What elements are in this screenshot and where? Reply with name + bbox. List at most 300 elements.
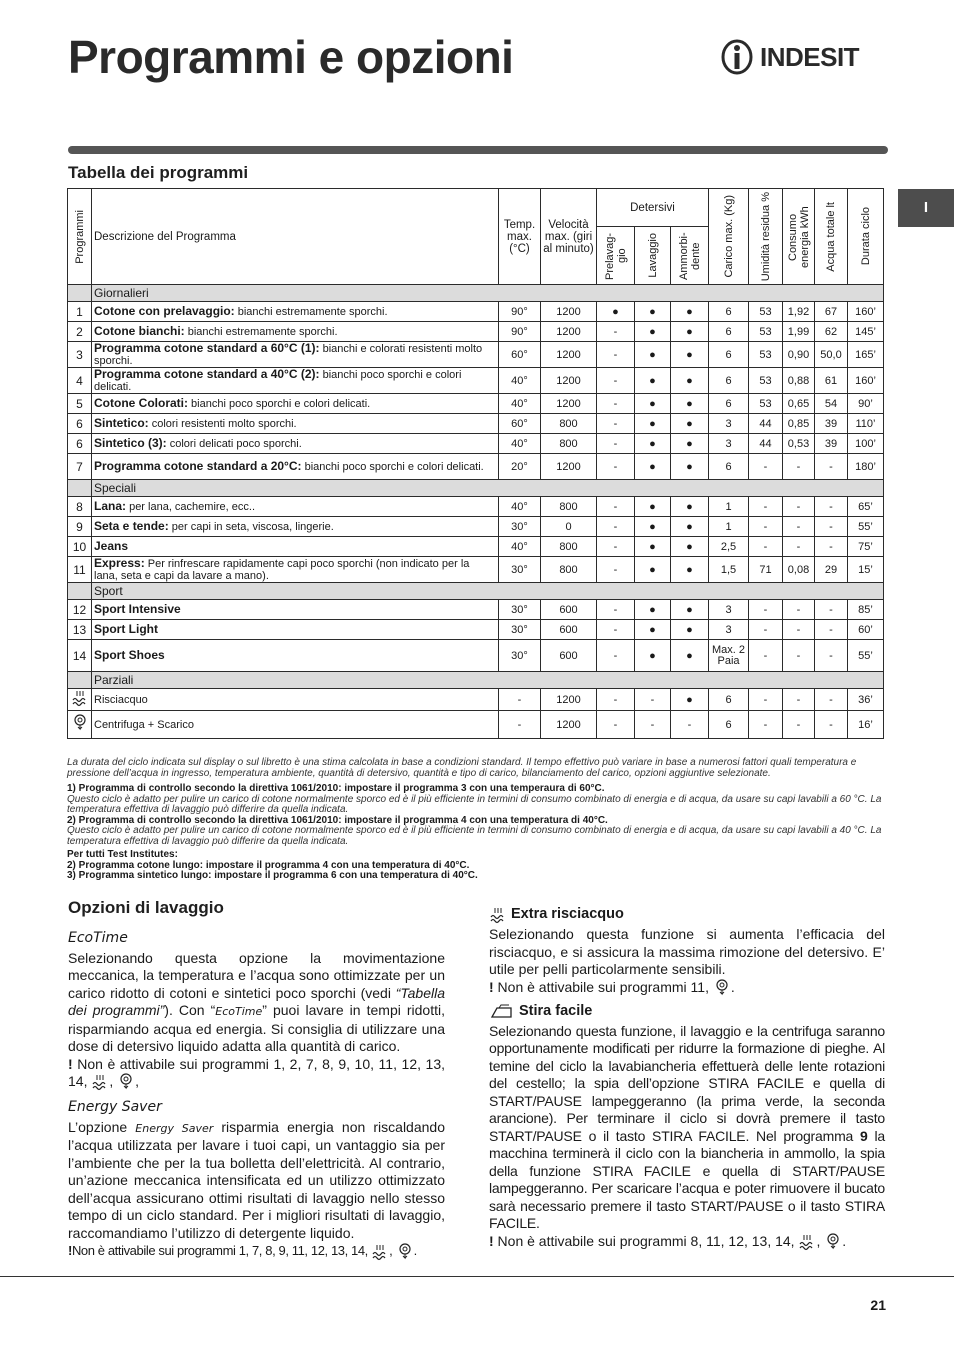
cell-water: -: [815, 600, 848, 620]
cell-time: 160’: [848, 302, 884, 322]
cell-pre: -: [597, 497, 635, 517]
table-row: [68, 454, 884, 480]
cell-wash: ●: [635, 414, 671, 434]
cell-load: 3: [709, 620, 749, 640]
program-detail: Per rinfrescare rapidamente capi poco sporchi (non indicato per la lana, seta e capi da lavare a mano).: [94, 558, 470, 582]
cell-hum: -: [749, 537, 783, 557]
section-spacer: [68, 285, 92, 302]
cell-load: 6: [709, 394, 749, 414]
cell-wash: ●: [635, 434, 671, 454]
cell-water: -: [815, 454, 848, 480]
cell-kwh: -: [783, 497, 815, 517]
cell-load: 6: [709, 342, 749, 368]
cell-pre: -: [597, 517, 635, 537]
cell-wash: ●: [635, 557, 671, 583]
cell-water: -: [815, 711, 848, 739]
cell-kwh: 1,92: [783, 302, 815, 322]
cell-wash: ●: [635, 454, 671, 480]
program-description: [92, 342, 499, 368]
cell-soft: ●: [671, 322, 709, 342]
program-number: 7: [68, 454, 92, 480]
program-description: [92, 497, 499, 517]
program-number: 4: [68, 368, 92, 394]
cell-load: 6: [709, 454, 749, 480]
section-row: [68, 672, 884, 689]
spin-drain-icon: [396, 1243, 414, 1261]
program-description: [92, 414, 499, 434]
program-number: 12: [68, 600, 92, 620]
cell-water: -: [815, 537, 848, 557]
cell-temp: 30°: [499, 600, 541, 620]
program-description: [92, 454, 499, 480]
program-name: Cotone bianchi:: [94, 324, 185, 338]
cell-hum: -: [749, 640, 783, 672]
cell-temp: 40°: [499, 368, 541, 394]
section-title: Giornalieri: [92, 285, 884, 302]
header-rule: [68, 146, 888, 154]
col-prelavaggio: Prelavag-gio: [597, 227, 635, 285]
program-detail: colori delicati poco sporchi.: [166, 438, 302, 450]
program-description: [92, 689, 499, 711]
cell-soft: ●: [671, 640, 709, 672]
cell-hum: -: [749, 497, 783, 517]
cell-time: 75’: [848, 537, 884, 557]
program-number: 13: [68, 620, 92, 640]
ecotime-text: Selezionando questa opzione la movimentazione meccanica, la temperatura e l’acqua sono ottimizzate per un carico ridotto di cotoni e sintetici poco sporchi (vedi “Tabella dei programmi”). Con “EcoTime” puoi lavare in tempi ridotti, risparmiando acqua ed energia. Si consiglia di utilizzare una dose di detersivo liquido adatta alla quantità di carico.: [68, 949, 445, 1054]
table-row: [68, 689, 884, 711]
program-number: 6: [68, 434, 92, 454]
cell-load: 3: [709, 434, 749, 454]
col-acqua: Acqua totale lt: [815, 189, 848, 285]
cell-spin: 0: [541, 517, 597, 537]
cell-temp: 30°: [499, 640, 541, 672]
cell-spin: 1200: [541, 342, 597, 368]
cell-water: 39: [815, 414, 848, 434]
program-description: [92, 517, 499, 537]
program-detail: bianchi poco sporchi e colori delicati.: [94, 369, 462, 393]
page-title: Programmi e opzioni: [68, 31, 514, 83]
cell-soft: ●: [671, 342, 709, 368]
col-descrizione: Descrizione del Programma: [92, 189, 499, 285]
program-name: Express:: [94, 556, 145, 570]
easy-iron-text: Selezionando questa funzione, il lavaggio e la centrifuga saranno opportunamente modificati per ridurre la formazione di pieghe. Al temine del ciclo la lavabiancheria effettuerà delle lente rotazioni del cestello; la spia dell’opzione STIRA FACILE e quella di START/PAUSE lampeggeranno (la prima verde, la seconda arancione). Per terminare il ciclo si dovrà premere il tasto START/PAUSE o il tasto STIRA FACILE. Nel programma 9 la macchina terminerà il ciclo con la biancheria in ammollo, la spia della funzione STIRA FACILE e quella di START/PAUSE lampeggeranno. Per scaricare l’acqua e poter rimuovere il bucato sarà necessario premere il tasto START/PAUSE o il tasto STIRA FACILE.: [489, 1022, 886, 1232]
cell-water: -: [815, 689, 848, 711]
cell-time: 55’: [848, 640, 884, 672]
table-row: [68, 322, 884, 342]
program-detail: per capi in seta, viscosa, lingerie.: [168, 521, 334, 533]
cell-time: 110’: [848, 414, 884, 434]
cell-hum: 53: [749, 368, 783, 394]
cell-temp: -: [499, 689, 541, 711]
cell-kwh: 0,88: [783, 368, 815, 394]
cell-spin: 800: [541, 414, 597, 434]
cell-time: 36’: [848, 689, 884, 711]
program-number: 9: [68, 517, 92, 537]
cell-spin: 800: [541, 434, 597, 454]
cell-pre: ●: [597, 302, 635, 322]
ecotime-label: EcoTime: [68, 930, 128, 946]
cell-water: 61: [815, 368, 848, 394]
cell-time: 165’: [848, 342, 884, 368]
cell-time: 180’: [848, 454, 884, 480]
ecotime-restriction: ! Non è attivabile sui programmi 1, 2, 7, 8, 9, 10, 11, 12, 13, 14, , ,: [68, 1056, 445, 1092]
program-number: 10: [68, 537, 92, 557]
cell-pre: -: [597, 342, 635, 368]
program-number: 11: [68, 557, 92, 583]
col-consumo: Consumo energia kWh: [783, 189, 815, 285]
cell-temp: 60°: [499, 414, 541, 434]
cell-hum: -: [749, 517, 783, 537]
energy-saver-text: L’opzione Energy Saver risparmia energia non riscaldando l’acqua utilizzata per lavare i tuoi capi, un vantaggio sia per l’ambiente che per la tua bolletta dell’elettricità. Al contrario, un’azione meccanica intensificata ed un utilizzo ottimizzato dell’acqua assicurano ottimi risultati di lavaggio nello stesso tempo di un ciclo standard. Per i migliori risultati di lavaggio, raccomandiamo l’utilizzo di detergente liquido.: [68, 1118, 445, 1241]
cell-hum: -: [749, 620, 783, 640]
energy-saver-restriction: !Non è attivabile sui programmi 1, 7, 8, 9, 11, 12, 13, 14, , .: [68, 1242, 445, 1261]
table-row: [68, 394, 884, 414]
program-description: [92, 368, 499, 394]
cell-spin: 800: [541, 537, 597, 557]
cell-pre: -: [597, 711, 635, 739]
cell-temp: 90°: [499, 302, 541, 322]
program-name: Sport Shoes: [94, 648, 165, 662]
program-detail: bianchi e colorati resistenti molto sporchi.: [94, 343, 483, 367]
program-description: [92, 322, 499, 342]
cell-temp: 40°: [499, 497, 541, 517]
section-spacer: [68, 672, 92, 689]
cell-spin: 600: [541, 640, 597, 672]
table-row: [68, 414, 884, 434]
cell-wash: -: [635, 689, 671, 711]
cell-temp: 40°: [499, 434, 541, 454]
program-name: Cotone con prelavaggio:: [94, 304, 235, 318]
cell-kwh: -: [783, 689, 815, 711]
program-name: Sintetico (3):: [94, 436, 167, 450]
cell-water: 29: [815, 557, 848, 583]
cell-hum: -: [749, 600, 783, 620]
cell-kwh: -: [783, 640, 815, 672]
cell-soft: ●: [671, 517, 709, 537]
program-number: 1: [68, 302, 92, 322]
cell-load: 1: [709, 517, 749, 537]
program-detail: per lana, cachemire, ecc..: [126, 501, 256, 513]
cell-load: 6: [709, 302, 749, 322]
energy-saver-label: Energy Saver: [68, 1099, 162, 1116]
cell-pre: -: [597, 368, 635, 394]
cell-spin: 1200: [541, 322, 597, 342]
cell-water: 62: [815, 322, 848, 342]
cell-spin: 600: [541, 600, 597, 620]
cell-kwh: 0,08: [783, 557, 815, 583]
rinse-icon: [798, 1233, 816, 1251]
cell-wash: ●: [635, 302, 671, 322]
cell-pre: -: [597, 434, 635, 454]
cell-spin: 1200: [541, 368, 597, 394]
extra-rinse-label: Extra risciacquo: [489, 906, 885, 924]
program-number: [68, 711, 92, 739]
section-title: Speciali: [92, 480, 884, 497]
cell-hum: 71: [749, 557, 783, 583]
cell-hum: -: [749, 689, 783, 711]
cell-temp: 60°: [499, 342, 541, 368]
rinse-icon: [371, 1243, 389, 1261]
section-row: [68, 285, 884, 302]
table-row: [68, 434, 884, 454]
program-name: Sport Light: [94, 622, 158, 636]
col-temp: Temp. max. (°C): [499, 189, 541, 285]
cell-hum: 53: [749, 322, 783, 342]
cell-spin: 800: [541, 557, 597, 583]
cell-hum: 44: [749, 434, 783, 454]
cell-water: -: [815, 640, 848, 672]
cell-temp: 20°: [499, 454, 541, 480]
note-2: 2) Programma di controllo secondo la direttiva 1061/2010: impostare il programma 4 con una temperatura di 40°C. Questo ciclo è adatto per pulire un carico di cotone normalmente sporco ed è il più efficiente in termini di consumo combinato di energia e di acqua, da usare su capi lavabili a 40 °C. La temperatura effettiva di lavaggio può differire da quella indicata.: [67, 814, 882, 847]
cell-soft: ●: [671, 368, 709, 394]
cell-water: 39: [815, 434, 848, 454]
cell-water: 50,0: [815, 342, 848, 368]
cell-time: 85’: [848, 600, 884, 620]
cell-wash: ●: [635, 394, 671, 414]
page-number: 21: [870, 1297, 886, 1313]
cell-hum: 53: [749, 394, 783, 414]
cell-temp: 90°: [499, 322, 541, 342]
cell-kwh: 0,85: [783, 414, 815, 434]
test-institutes: Per tutti Test Institutes: 2) Programma cotone lungo: impostare il programma 4 con una temperatura di 40°C. 3) Programma sintetico lungo: impostare il programma 6 con una temperatura di 40°C.: [67, 849, 478, 881]
cell-wash: ●: [635, 342, 671, 368]
cell-pre: -: [597, 322, 635, 342]
cell-water: 54: [815, 394, 848, 414]
cell-spin: 800: [541, 497, 597, 517]
program-number: 5: [68, 394, 92, 414]
cell-load: 3: [709, 414, 749, 434]
col-lavaggio: Lavaggio: [635, 227, 671, 285]
cell-soft: ●: [671, 620, 709, 640]
cell-spin: 1200: [541, 711, 597, 739]
program-description: [92, 394, 499, 414]
section-spacer: [68, 480, 92, 497]
programs-heading: Tabella dei programmi: [68, 163, 249, 182]
table-row: [68, 302, 884, 322]
cell-soft: ●: [671, 434, 709, 454]
cell-soft: ●: [671, 557, 709, 583]
program-description: [92, 711, 499, 739]
program-description: [92, 434, 499, 454]
table-row: [68, 711, 884, 739]
program-detail: bianchi poco sporchi e colori delicati.: [188, 398, 371, 410]
note-1: 1) Programma di controllo secondo la direttiva 1061/2010: impostare il programma 3 con una temperaura di 60°C. Questo ciclo è adatto per pulire un carico di cotone normalmente sporco ed è il più efficiente in termini di consumo combinato di energia e di acqua, da usare su capi lavabili a 60 °C. La temperatura effettiva di lavaggio può differire da quella indicata.: [67, 783, 882, 815]
cell-load: 6: [709, 711, 749, 739]
cell-load: 2,5: [709, 537, 749, 557]
extra-rinse-icon: [489, 906, 507, 924]
cell-wash: ●: [635, 600, 671, 620]
program-detail: bianchi poco sporchi e colori delicati.: [301, 461, 484, 473]
table-row: [68, 537, 884, 557]
col-durata: Durata ciclo: [848, 189, 884, 285]
program-detail: Risciacquo: [94, 694, 148, 706]
program-number: 8: [68, 497, 92, 517]
cell-soft: ●: [671, 497, 709, 517]
program-detail: bianchi estremamente sporchi.: [184, 326, 338, 338]
table-row: [68, 368, 884, 394]
table-row: [68, 620, 884, 640]
cell-pre: -: [597, 394, 635, 414]
col-carico: Carico max. (Kg): [709, 189, 749, 285]
cell-kwh: 1,99: [783, 322, 815, 342]
programs-table: [67, 188, 884, 739]
cell-pre: -: [597, 454, 635, 480]
cell-hum: -: [749, 711, 783, 739]
program-number: 14: [68, 640, 92, 672]
cell-soft: ●: [671, 302, 709, 322]
section-row: [68, 480, 884, 497]
cell-time: 145’: [848, 322, 884, 342]
cell-hum: -: [749, 454, 783, 480]
cell-load: 3: [709, 600, 749, 620]
cell-kwh: 0,65: [783, 394, 815, 414]
rinse-icon: [71, 689, 89, 707]
easy-iron-label: Stira facile: [489, 1003, 885, 1021]
table-notes: [67, 758, 887, 882]
cell-temp: -: [499, 711, 541, 739]
spin-drain-icon: [71, 714, 89, 732]
program-name: Jeans: [94, 539, 129, 553]
cell-pre: -: [597, 640, 635, 672]
cell-water: 67: [815, 302, 848, 322]
cell-kwh: -: [783, 600, 815, 620]
cell-hum: 53: [749, 342, 783, 368]
cell-time: 55’: [848, 517, 884, 537]
program-name: Programma cotone standard a 40°C (2):: [94, 367, 320, 381]
rinse-icon: [91, 1073, 109, 1091]
table-row: [68, 600, 884, 620]
iron-icon: [489, 1003, 515, 1021]
cell-spin: 1200: [541, 394, 597, 414]
table-row: [68, 342, 884, 368]
spin-drain-icon: [117, 1073, 135, 1091]
program-name: Lana:: [94, 499, 127, 513]
cell-wash: -: [635, 711, 671, 739]
program-number: [68, 689, 92, 711]
cell-load: 6: [709, 689, 749, 711]
cell-wash: ●: [635, 620, 671, 640]
cell-pre: -: [597, 537, 635, 557]
cell-kwh: 0,53: [783, 434, 815, 454]
cell-wash: ●: [635, 640, 671, 672]
col-velocita: Velocità max. (giri al minuto): [541, 189, 597, 285]
cell-time: 100’: [848, 434, 884, 454]
cell-wash: ●: [635, 537, 671, 557]
program-name: Programma cotone standard a 60°C (1):: [94, 341, 320, 355]
program-name: Seta e tende:: [94, 519, 169, 533]
extra-rinse-restriction: ! Non è attivabile sui programmi 11, .: [489, 979, 885, 997]
cell-kwh: -: [783, 711, 815, 739]
section-title: Parziali: [92, 672, 884, 689]
cell-hum: 53: [749, 302, 783, 322]
program-description: [92, 640, 499, 672]
cell-soft: ●: [671, 537, 709, 557]
brand-name: INDESIT: [760, 41, 860, 72]
cell-wash: ●: [635, 322, 671, 342]
program-detail: Centrifuga + Scarico: [94, 719, 194, 731]
cell-spin: 1200: [541, 689, 597, 711]
cell-pre: -: [597, 557, 635, 583]
program-description: [92, 620, 499, 640]
cell-kwh: 0,90: [783, 342, 815, 368]
options-heading: Opzioni di lavaggio: [68, 898, 224, 917]
cell-kwh: -: [783, 517, 815, 537]
cell-hum: 44: [749, 414, 783, 434]
cell-spin: 600: [541, 620, 597, 640]
options-left-column: [68, 924, 445, 1261]
section-title: Sport: [92, 583, 884, 600]
cell-pre: -: [597, 620, 635, 640]
cell-temp: 30°: [499, 620, 541, 640]
cell-kwh: -: [783, 537, 815, 557]
section-row: [68, 583, 884, 600]
cell-time: 90’: [848, 394, 884, 414]
indesit-logo-icon: [720, 38, 754, 76]
table-row: [68, 557, 884, 583]
program-number: 6: [68, 414, 92, 434]
easy-iron-restriction: ! Non è attivabile sui programmi 8, 11, 12, 13, 14, , .: [489, 1233, 885, 1251]
cell-time: 65’: [848, 497, 884, 517]
cell-spin: 1200: [541, 454, 597, 480]
cell-soft: ●: [671, 454, 709, 480]
table-row: [68, 497, 884, 517]
program-detail: bianchi estremamente sporchi.: [234, 306, 388, 318]
cell-soft: ●: [671, 689, 709, 711]
program-description: [92, 537, 499, 557]
col-detersivi: Detersivi: [597, 189, 709, 227]
brand-logo: [720, 38, 859, 76]
cell-wash: ●: [635, 517, 671, 537]
cell-pre: -: [597, 600, 635, 620]
col-ammorbidente: Ammorbi-dente: [671, 227, 709, 285]
cell-load: Max. 2 Paia: [709, 640, 749, 672]
cell-temp: 40°: [499, 537, 541, 557]
cell-temp: 30°: [499, 557, 541, 583]
cell-time: 160’: [848, 368, 884, 394]
program-description: [92, 557, 499, 583]
cell-time: 16’: [848, 711, 884, 739]
table-row: [68, 517, 884, 537]
cell-time: 60’: [848, 620, 884, 640]
section-spacer: [68, 583, 92, 600]
cell-load: 6: [709, 368, 749, 394]
duration-note: La durata del ciclo indicata sul display o sul libretto è una stima calcolata in base a condizioni standard. Il tempo effettivo può variare in base a numerosi fattori quali temperatura e pressione dell’acqua in ingresso, temperatura ambiente, quantità di detersivo, quantità e tipo di carico, bilanciamento del carico, opzioni aggiuntive selezionate.: [67, 757, 857, 779]
cell-soft: ●: [671, 394, 709, 414]
program-detail: colori resistenti molto sporchi.: [148, 418, 297, 430]
col-umidita: Umidità residua %: [749, 189, 783, 285]
cell-load: 6: [709, 322, 749, 342]
cell-load: 1: [709, 497, 749, 517]
extra-rinse-text: Selezionando questa funzione si aumenta l’efficacia del risciacquo, e si assicura la massima rimozione del detersivo. E’ utile per pelli particolarmente sensibili.: [489, 926, 885, 977]
cell-water: -: [815, 620, 848, 640]
cell-load: 1,5: [709, 557, 749, 583]
footer-rule: [0, 1276, 954, 1277]
cell-temp: 30°: [499, 517, 541, 537]
table-row: [68, 640, 884, 672]
program-number: 2: [68, 322, 92, 342]
cell-water: -: [815, 517, 848, 537]
program-name: Sport Intensive: [94, 602, 181, 616]
program-name: Cotone Colorati:: [94, 396, 188, 410]
cell-pre: -: [597, 414, 635, 434]
spin-drain-icon: [713, 979, 731, 997]
language-tab: I: [898, 189, 954, 227]
cell-wash: ●: [635, 368, 671, 394]
program-number: 3: [68, 342, 92, 368]
cell-kwh: -: [783, 454, 815, 480]
cell-time: 15’: [848, 557, 884, 583]
spin-drain-icon: [824, 1233, 842, 1251]
